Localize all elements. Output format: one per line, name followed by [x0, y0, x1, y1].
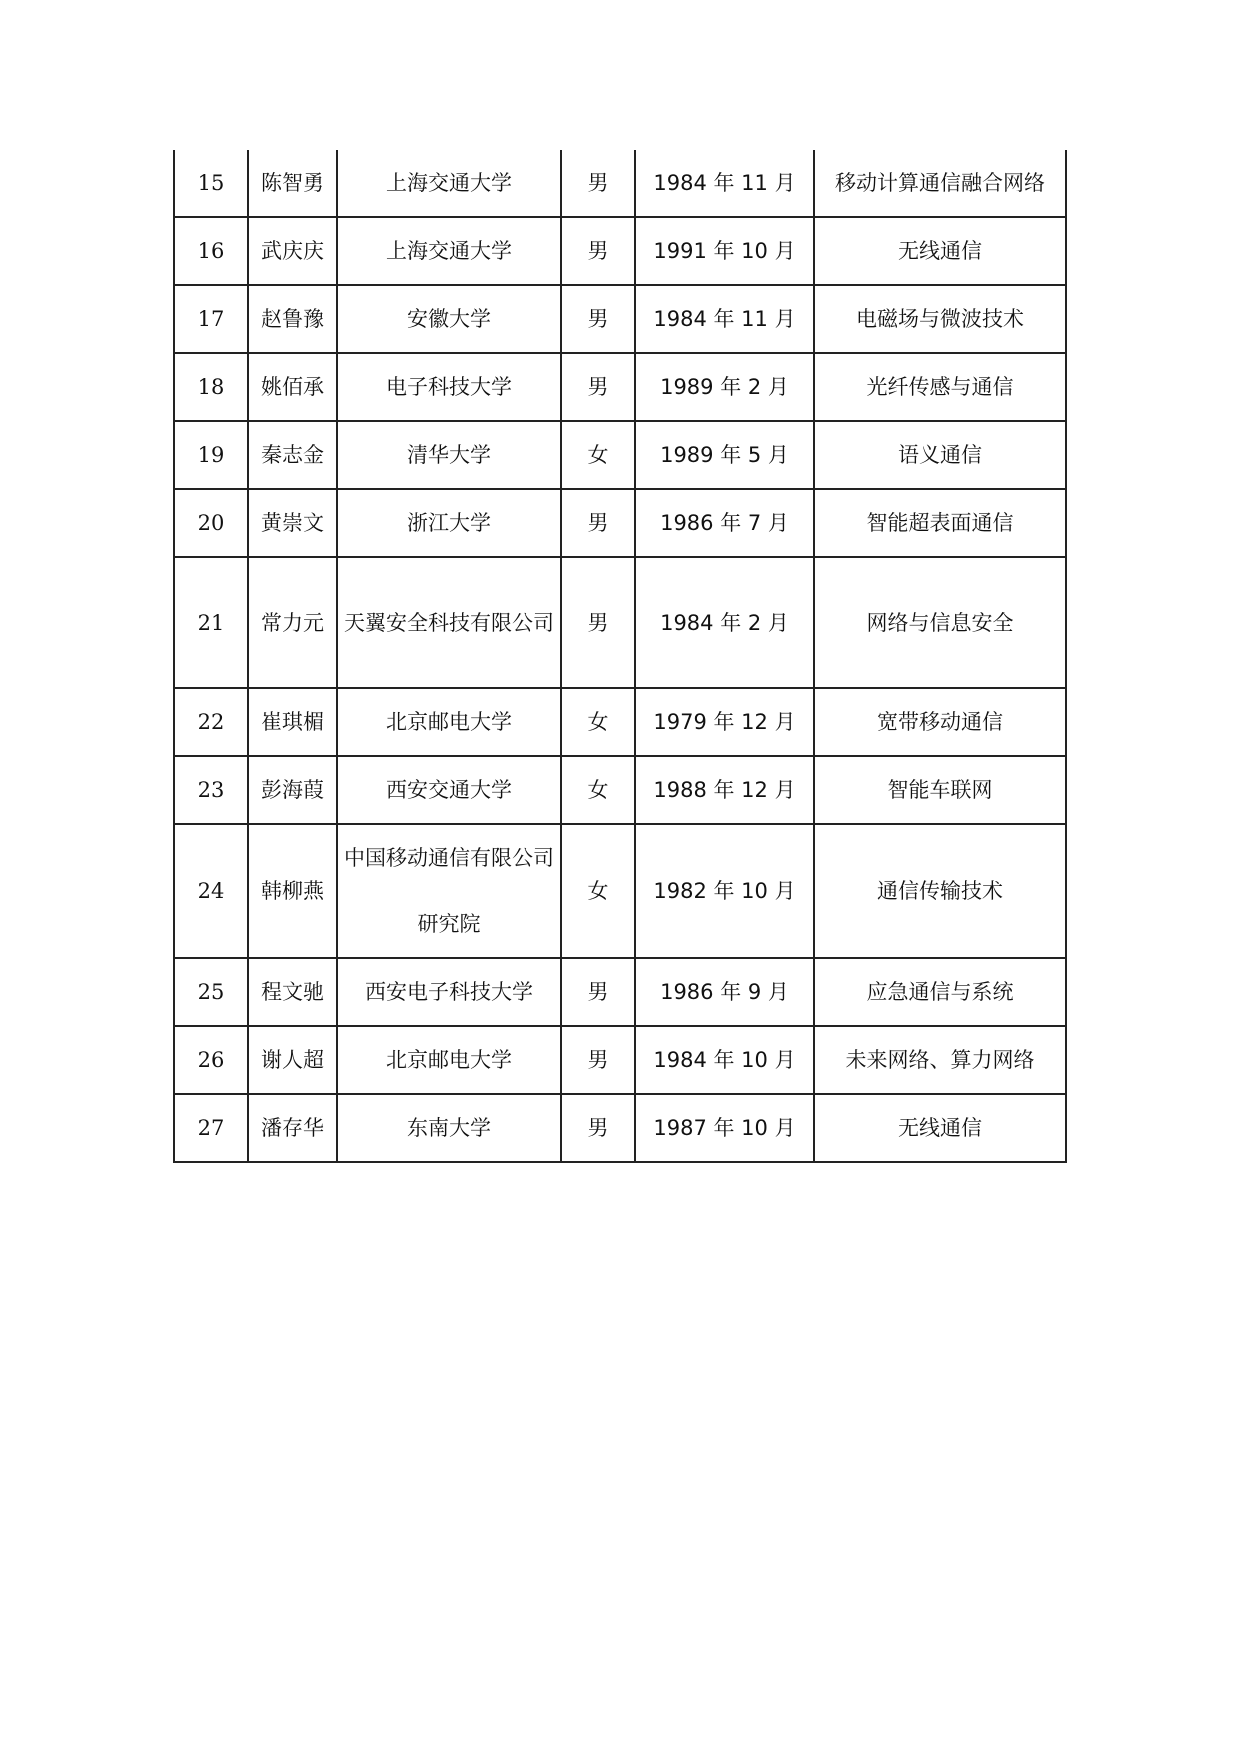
gender: 女: [561, 824, 635, 958]
organization: 上海交通大学: [337, 217, 561, 285]
gender: 男: [561, 489, 635, 557]
row-number: 26: [174, 1026, 248, 1094]
row-number: 18: [174, 353, 248, 421]
person-name: 谢人超: [248, 1026, 337, 1094]
person-name: 姚佰承: [248, 353, 337, 421]
person-name: 陈智勇: [248, 150, 337, 217]
birth-date: 1984 年 11 月: [635, 285, 814, 353]
research-field: 智能车联网: [814, 756, 1066, 824]
birth-date: 1991 年 10 月: [635, 217, 814, 285]
research-field: 语义通信: [814, 421, 1066, 489]
table-row: [174, 217, 1066, 285]
person-name: 常力元: [248, 557, 337, 688]
organization: 安徽大学: [337, 285, 561, 353]
birth-date: 1984 年 11 月: [635, 150, 814, 217]
gender: 女: [561, 688, 635, 756]
table-row: [174, 1094, 1066, 1162]
research-field: 通信传输技术: [814, 824, 1066, 958]
table-row: [174, 421, 1066, 489]
person-name: 秦志金: [248, 421, 337, 489]
organization: 东南大学: [337, 1094, 561, 1162]
person-name: 彭海葭: [248, 756, 337, 824]
birth-date: 1987 年 10 月: [635, 1094, 814, 1162]
research-field: 应急通信与系统: [814, 958, 1066, 1026]
research-field: 网络与信息安全: [814, 557, 1066, 688]
roster-table: [173, 150, 1067, 1163]
organization: 上海交通大学: [337, 150, 561, 217]
person-name: 武庆庆: [248, 217, 337, 285]
birth-date: 1988 年 12 月: [635, 756, 814, 824]
organization: 北京邮电大学: [337, 688, 561, 756]
birth-date: 1989 年 5 月: [635, 421, 814, 489]
birth-date: 1982 年 10 月: [635, 824, 814, 958]
research-field: 电磁场与微波技术: [814, 285, 1066, 353]
organization: 中国移动通信有限公司研究院: [337, 824, 561, 958]
birth-date: 1984 年 2 月: [635, 557, 814, 688]
table-row: [174, 150, 1066, 217]
gender: 男: [561, 285, 635, 353]
research-field: 未来网络、算力网络: [814, 1026, 1066, 1094]
gender: 女: [561, 421, 635, 489]
table-row: [174, 824, 1066, 958]
table-row: [174, 756, 1066, 824]
row-number: 16: [174, 217, 248, 285]
research-field: 智能超表面通信: [814, 489, 1066, 557]
row-number: 22: [174, 688, 248, 756]
table-row: [174, 353, 1066, 421]
table-row: [174, 285, 1066, 353]
research-field: 无线通信: [814, 217, 1066, 285]
row-number: 21: [174, 557, 248, 688]
organization: 电子科技大学: [337, 353, 561, 421]
person-name: 程文驰: [248, 958, 337, 1026]
birth-date: 1986 年 9 月: [635, 958, 814, 1026]
row-number: 23: [174, 756, 248, 824]
gender: 男: [561, 958, 635, 1026]
organization: 西安电子科技大学: [337, 958, 561, 1026]
organization: 西安交通大学: [337, 756, 561, 824]
person-name: 赵鲁豫: [248, 285, 337, 353]
organization: 清华大学: [337, 421, 561, 489]
row-number: 17: [174, 285, 248, 353]
birth-date: 1989 年 2 月: [635, 353, 814, 421]
gender: 男: [561, 217, 635, 285]
table-row: [174, 489, 1066, 557]
person-name: 黄崇文: [248, 489, 337, 557]
organization: 浙江大学: [337, 489, 561, 557]
person-name: 韩柳燕: [248, 824, 337, 958]
research-field: 光纤传感与通信: [814, 353, 1066, 421]
gender: 男: [561, 1094, 635, 1162]
row-number: 24: [174, 824, 248, 958]
gender: 男: [561, 353, 635, 421]
birth-date: 1986 年 7 月: [635, 489, 814, 557]
table-row: [174, 1026, 1066, 1094]
organization: 天翼安全科技有限公司: [337, 557, 561, 688]
birth-date: 1979 年 12 月: [635, 688, 814, 756]
table-row: [174, 958, 1066, 1026]
research-field: 宽带移动通信: [814, 688, 1066, 756]
research-field: 无线通信: [814, 1094, 1066, 1162]
row-number: 19: [174, 421, 248, 489]
gender: 男: [561, 557, 635, 688]
gender: 男: [561, 150, 635, 217]
gender: 女: [561, 756, 635, 824]
person-name: 潘存华: [248, 1094, 337, 1162]
birth-date: 1984 年 10 月: [635, 1026, 814, 1094]
table-row: [174, 688, 1066, 756]
row-number: 15: [174, 150, 248, 217]
gender: 男: [561, 1026, 635, 1094]
row-number: 25: [174, 958, 248, 1026]
table-row: [174, 557, 1066, 688]
research-field: 移动计算通信融合网络: [814, 150, 1066, 217]
organization: 北京邮电大学: [337, 1026, 561, 1094]
row-number: 20: [174, 489, 248, 557]
row-number: 27: [174, 1094, 248, 1162]
person-name: 崔琪楣: [248, 688, 337, 756]
